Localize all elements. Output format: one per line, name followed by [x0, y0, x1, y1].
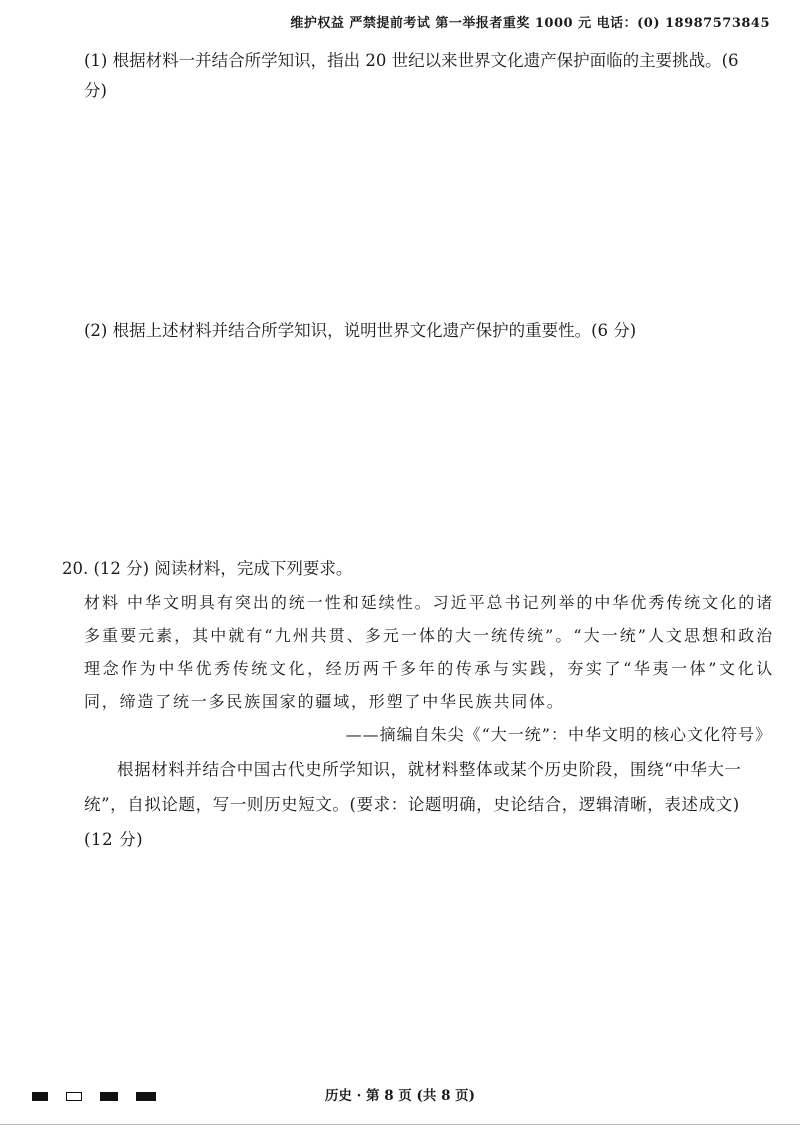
question-20-task: 根据材料并结合中国古代史所学知识，就材料整体或某个历史阶段，围绕“中华大一统”，自拟论题，写一则历史短文。(要求：论题明确，史论结合，逻辑清晰，表述成文) (12 分)	[84, 760, 742, 849]
question-20-heading: 20. (12 分) 阅读材料，完成下列要求。	[62, 559, 353, 578]
question-20-material: 材料 中华文明具有突出的统一性和延续性。习近平总书记列举的中华优秀传统文化的诸多重要元素，其中就有“九州共贯、多元一体的大一统传统”。“大一统”人文思想和政治理念作为中华优秀传统文化，经历两千多年的传承与实践，夯实了“华夷一体”文化认同，缔造了统一多民族国家的疆域，形塑了中华民族共同体。	[84, 593, 774, 711]
header-notice: 维护权益 严禁提前考试 第一举报者重奖 1000 元 电话：(0) 18987573845	[290, 16, 770, 31]
page-footer: 历史 · 第 8 页 (共 8 页)	[324, 1088, 476, 1104]
footer-divider	[0, 1124, 800, 1125]
question-19-part-1: (1) 根据材料一并结合所学知识，指出 20 世纪以来世界文化遗产保护面临的主要挑战。(6 分)	[84, 51, 739, 100]
material-source: ——摘编自朱尖《“大一统”：中华文明的核心文化符号》	[345, 725, 772, 744]
question-19-part-2: (2) 根据上述材料并结合所学知识，说明世界文化遗产保护的重要性。(6 分)	[84, 321, 637, 340]
